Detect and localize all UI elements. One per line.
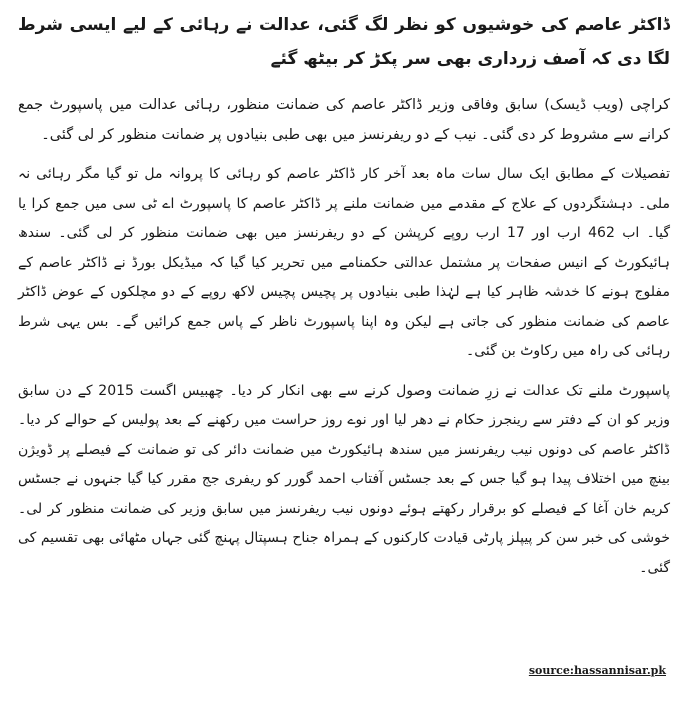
article-paragraph-intro: کراچی (ویب ڈیسک) سابق وفاقی وزیر ڈاکٹر عاصم کی ضمانت منظور، رہائی عدالت میں پاسپورٹ جمع کرانے سے مشروط کر دی گئی۔ نیب کے دو ریفرنسز میں بھی طبی بنیادوں پر ضمانت منظور کر لی گئی۔ (18, 97, 670, 143)
article-paragraph-details: تفصیلات کے مطابق ایک سال سات ماہ بعد آخر کار ڈاکٹر عاصم کو رہائی کا پروانہ مل تو گیا مگر رہائی نہ ملی۔ دہشتگردوں کے علاج کے مقدمے میں ضمانت ملنے پر ڈاکٹر عاصم کا پاسپورٹ اے ٹی سی میں جمع کرا یا گیا۔ اب 462 ارب اور 17 ارب روپے کرپشن کے دو ریفرنسز میں بھی ضمانت منظور کر لی گئی۔ سندھ ہائیکورٹ کے انیس صفحات پر مشتمل عدالتی حکمنامے میں تحریر کیا گیا کہ میڈیکل بورڈ نے ڈاکٹر عاصم کے مفلوج ہونے کا خدشہ ظاہر کیا ہے لہٰذا طبی بنیادوں پر پچیس پچیس لاکھ روپے کے دو مچلکوں کے عوض ڈاکٹر عاصم کی ضمانت منظور کی جاتی ہے لیکن وہ اپنا پاسپورٹ ناظر کے پاس جمع کرائیں گے۔ بس یہی شرط رہائی کی راہ میں رکاوٹ بن گئی۔ (18, 166, 671, 359)
article-paragraph-background: پاسپورٹ ملنے تک عدالت نے زرِ ضمانت وصول کرنے سے بھی انکار کر دیا۔ چھبیس اگست 2015 کے دن سابق وزیر کو ان کے دفتر سے رینجرز حکام نے دھر لیا اور نوے روز حراست میں رکھنے کے بعد پولیس کے حوالے کر دیا۔ ڈاکٹر عاصم کی دونوں نیب ریفرنسز میں سندھ ہائیکورٹ میں ضمانت دائر کی تو ضمانت کے فیصلے پر ڈویژن بینچ میں اختلاف پیدا ہو گیا جس کے بعد جسٹس آفتاب احمد گورر کو ریفری جج مقرر کیا گیا جنہوں نے جسٹس کریم خان آغا کے فیصلے کو برقرار رکھتے ہوئے دونوں نیب ریفرنسز میں سابق وزیر کی ضمانت منظور کر لی۔ خوشی کی خبر سن کر پیپلز پارٹی قیادت کارکنوں کے ہمراہ جناح ہسپتال پہنچ گئی جہاں مٹھائی بھی تقسیم کی گئی۔ (18, 382, 670, 576)
article-headline: ڈاکٹر عاصم کی خوشیوں کو نظر لگ گئی، عدالت نے رہائی کے لیے ایسی شرط لگا دی کہ آصف زرداری بھی سر پکڑ کر بیٹھ گئے (18, 15, 670, 69)
source-credit: source:hassannisar.pk (528, 664, 666, 677)
